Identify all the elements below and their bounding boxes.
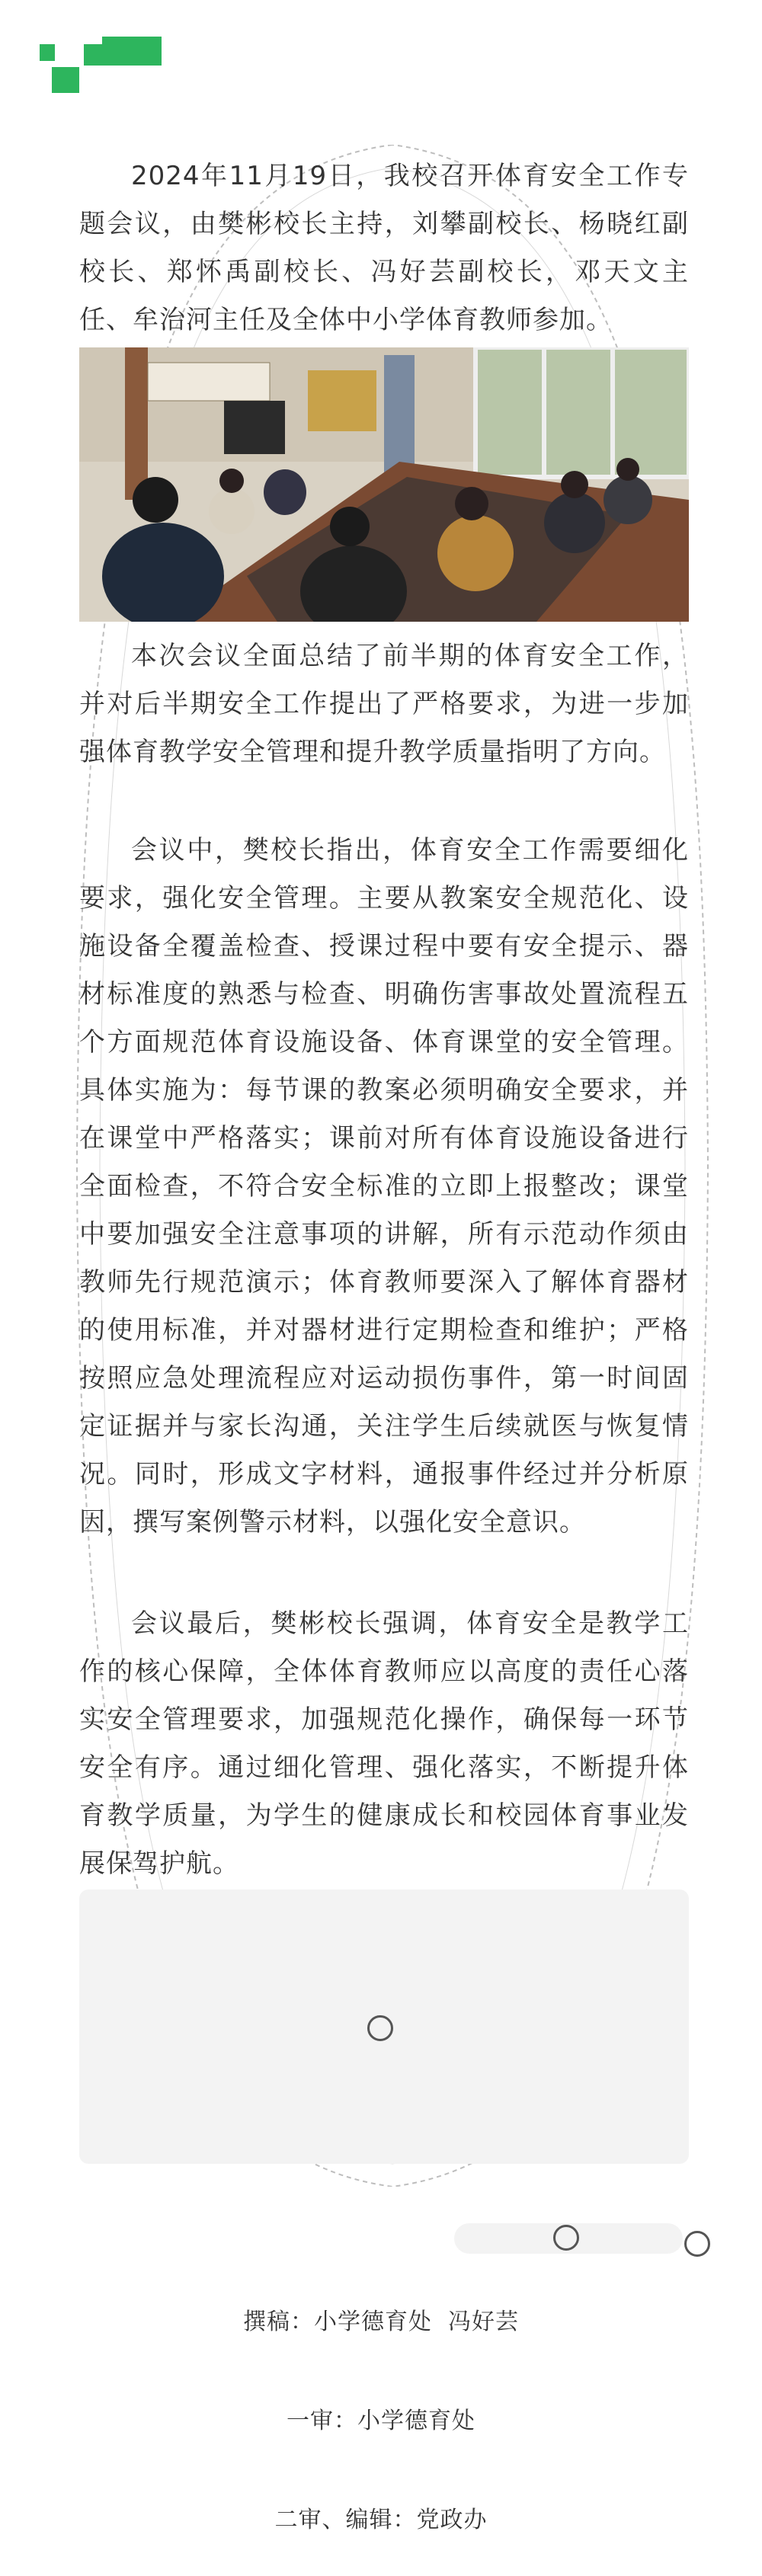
article-body (79, 632, 689, 776)
first-review-credit (0, 2402, 762, 2435)
logo-block (84, 44, 104, 66)
author-label: 撰稿： (242, 2309, 314, 2335)
article-paragraph: 本次会议全面总结了前半期的体育安全工作，并对后半期安全工作提出了严格要求，为进一步加强体育教学安全管理和提升教学质量指明了方向。 (79, 641, 689, 767)
article-body (79, 1600, 689, 1888)
audio-circle-icon[interactable] (684, 2231, 710, 2257)
second-review-credit (0, 2501, 762, 2534)
article-body (79, 827, 689, 1547)
brand-logo (40, 37, 162, 98)
second-review-value: 党政办 (416, 2507, 488, 2533)
article-paragraph: 会议中，樊校长指出，体育安全工作需要细化要求，强化安全管理。主要从教案安全规范化、设施设备全覆盖检查、授课过程中要有安全提示、器材标准度的熟悉与检查、明确伤害事故处置流程五个方面规范体育设施设备、体育课堂的安全管理。具体实施为：每节课的教案必须明确安全要求，并在课堂中严格落实；课前对所有体育设施设备进行全面检查，不符合安全标准的立即上报整改；课堂中要加强安全注意事项的讲解，所有示范动作须由教师先行规范演示；体育教师要深入了解体育器材的使用标准，并对器材进行定期检查和维护；严格按照应急处理流程应对运动损伤事件，第一时间固定证据并与家长沟通，关注学生后续就医与恢复情况。同时，形成文字材料，通报事件经过并分析原因，撰写案例警示材料，以强化安全意识。 (79, 835, 689, 1538)
meeting-photo (79, 347, 689, 622)
article-paragraph: 2024年11月19日，我校召开体育安全工作专题会议，由樊彬校长主持，刘攀副校长、杨晓红副校长、郑怀禹副校长、冯好芸副校长，邓天文主任、牟治河主任及全体中小学体育教师参加。 (79, 161, 689, 335)
logo-block (102, 37, 162, 66)
logo-block (52, 67, 79, 93)
author-credit (0, 2302, 762, 2336)
logo-block (40, 44, 55, 61)
article-paragraph: 会议最后，樊彬校长强调，体育安全是教学工作的核心保障，全体体育教师应以高度的责任心落实安全管理要求，加强规范化操作，确保每一环节安全有序。通过细化管理、强化落实，不断提升体育教学质量，为学生的健康成长和校园体育事业发展保驾护航。 (79, 1608, 689, 1879)
audio-circle-icon[interactable] (553, 2225, 579, 2251)
article-body (79, 152, 689, 344)
author-value: 小学德育处 冯好芸 (313, 2309, 520, 2335)
second-review-label: 二审、编辑： (274, 2507, 417, 2533)
first-review-value: 小学德育处 (357, 2408, 475, 2434)
first-review-label: 一审： (287, 2408, 357, 2434)
play-circle-icon[interactable] (367, 2015, 393, 2041)
